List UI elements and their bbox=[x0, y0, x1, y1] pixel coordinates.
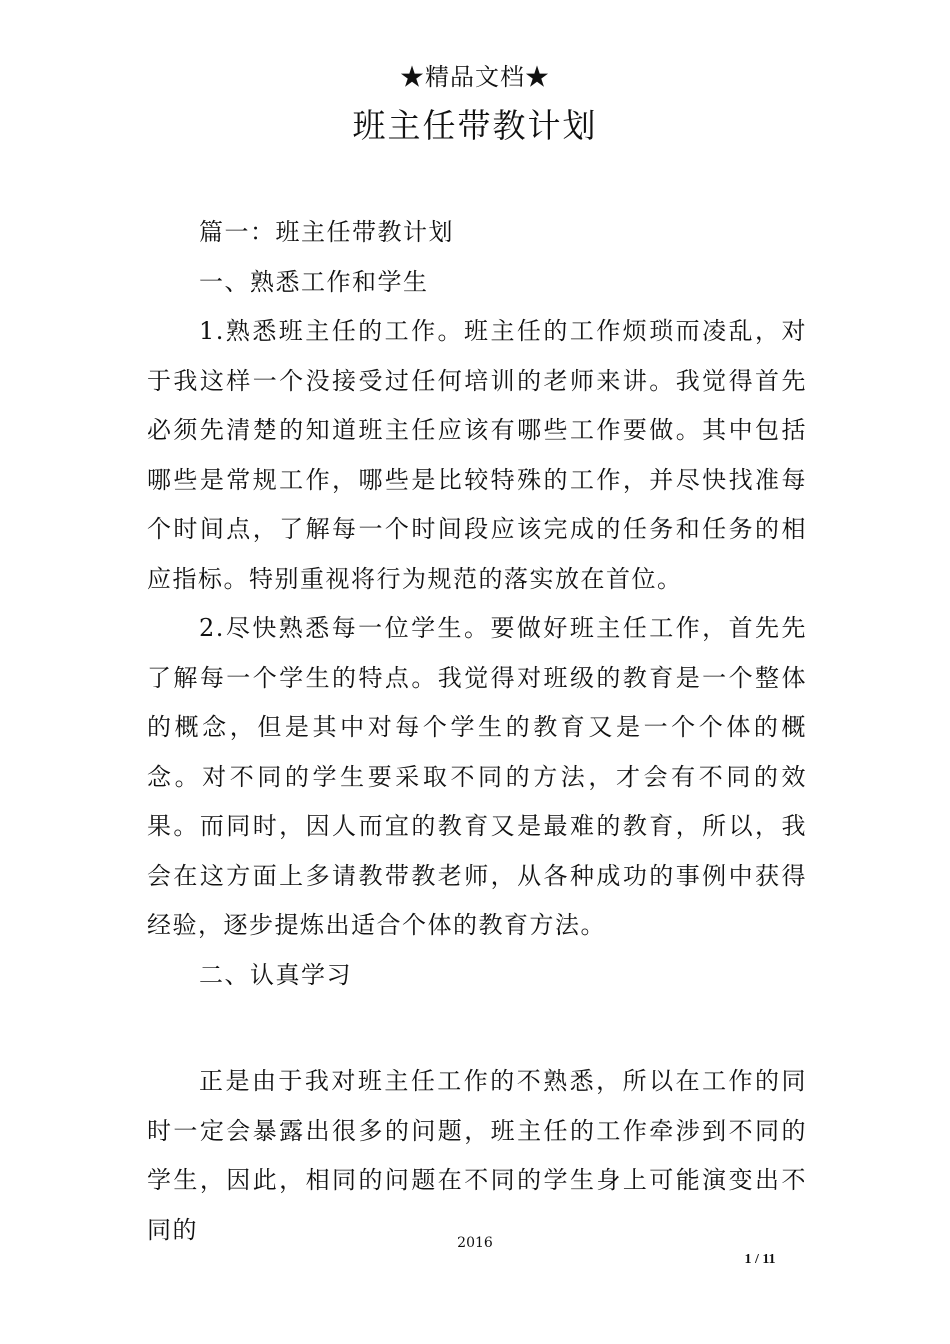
header-mark: ★精品文档★ bbox=[400, 63, 550, 91]
paragraph-1: 1.熟悉班主任的工作。班主任的工作烦琐而凌乱，对于我这样一个没接受过任何培训的老师来讲。我觉得首先必须先清楚的知道班主任应该有哪些工作要做。其中包括哪些是常规工作，哪些是比较特殊的工作，并尽快找准每个时间点，了解每一个时间段应该完成的任务和任务的相应指标。特别重视将行为规范的落实放在首位。 bbox=[147, 317, 807, 593]
paragraph-2: 2.尽快熟悉每一位学生。要做好班主任工作，首先先了解每一个学生的特点。我觉得对班级的教育是一个整体的概念，但是其中对每个学生的教育又是一个个体的概念。对不同的学生要采取不同的方法，才会有不同的效果。而同时，因人而宜的教育又是最难的教育，所以，我会在这方面上多请教带教老师，从各种成功的事例中获得经验，逐步提炼出适合个体的教育方法。 bbox=[147, 614, 807, 939]
paragraph-3: 正是由于我对班主任工作的不熟悉，所以在工作的同时一定会暴露出很多的问题，班主任的工作牵涉到不同的学生，因此，相同的问题在不同的学生身上可能演变出不同的 bbox=[147, 1067, 807, 1244]
document-title: 班主任带教计划 bbox=[352, 106, 598, 145]
page-number: 1 / 11 bbox=[744, 1252, 776, 1267]
heading-familiarize: 一、熟悉工作和学生 bbox=[199, 267, 429, 296]
heading-study: 二、认真学习 bbox=[199, 960, 352, 989]
section-heading: 篇一：班主任带教计划 bbox=[199, 218, 454, 246]
body-block-continued bbox=[147, 1057, 807, 1255]
footer-year: 2016 bbox=[457, 1235, 493, 1251]
body-block-main bbox=[147, 208, 807, 1000]
